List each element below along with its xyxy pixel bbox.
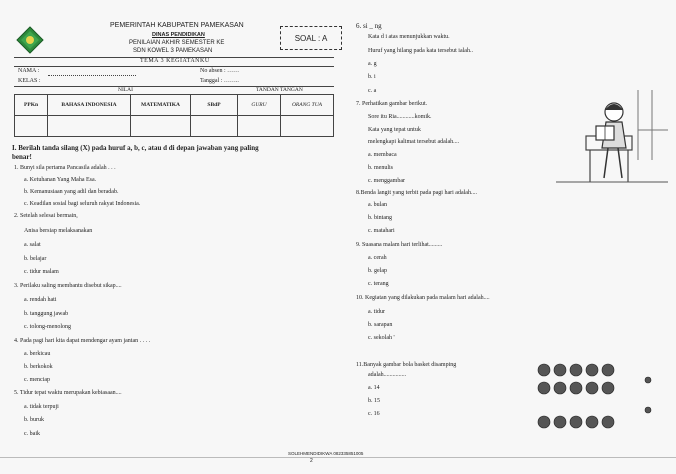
q8: 8.Benda langit yang terbit pada pagi hari adalah.... bbox=[356, 190, 477, 196]
q7-text-3: melengkapi kalimat tersebut adalah.... bbox=[368, 139, 460, 145]
q7-text-2: Kata yang tepat untuk bbox=[368, 127, 421, 133]
q11-a: a. 14 bbox=[368, 385, 380, 391]
q5-a: a. tidak terpuji bbox=[24, 404, 59, 410]
col-bahasa: BAHASA INDONESIA bbox=[48, 95, 131, 116]
no-absen-label: No absen : …… bbox=[200, 68, 240, 74]
col-sbdp: SBdP bbox=[191, 95, 238, 116]
q7-b: b. menulis bbox=[368, 165, 393, 171]
q1-a: a. Ketuhanan Yang Maha Esa. bbox=[24, 177, 97, 183]
cell-blank bbox=[281, 116, 334, 137]
cell-blank bbox=[191, 116, 238, 137]
q9-c: c. terang bbox=[368, 281, 389, 287]
tanggal-label: Tanggal : …….. bbox=[200, 78, 239, 84]
q5: 5. Tidur tepat waktu merupakan kebiasaan.... bbox=[14, 390, 122, 396]
q6-a: a. g bbox=[368, 61, 377, 67]
q9-b: b. gelap bbox=[368, 268, 387, 274]
nama-label: NAMA : bbox=[18, 68, 40, 74]
cell-blank bbox=[238, 116, 281, 137]
q9-a: a. cerah bbox=[368, 255, 387, 261]
page-number: 2 bbox=[310, 458, 313, 464]
score-table bbox=[14, 94, 334, 137]
q8-b: b. bintang bbox=[368, 215, 392, 221]
q5-c: c. baik bbox=[24, 431, 40, 437]
q6-text-2: Huruf yang hilang pada kata tersebut ialah.. bbox=[368, 48, 473, 54]
q4-b: b. berkokok bbox=[24, 364, 53, 370]
q2-b: b. belajar bbox=[24, 256, 47, 262]
cell-blank bbox=[15, 116, 48, 137]
q10-b: b. sarapan bbox=[368, 322, 393, 328]
instruction-line-1: I. Berilah tanda silang (X) pada huruf a, b, c, atau d di depan jawaban yang paling bbox=[12, 144, 259, 152]
q9: 9. Suasana malam hari terlihat......... bbox=[356, 242, 443, 248]
q3: 3. Perilaku saling membantu disebut sikap.... bbox=[14, 283, 122, 289]
q4-c: c. menciap bbox=[24, 377, 50, 383]
q1: 1. Bunyi sila pertama Pancasila adalah . . . bbox=[14, 165, 116, 171]
kelas-label: KELAS : bbox=[18, 78, 41, 84]
footer-credit: SOLEHMENDIDIKWA 082335851005 bbox=[288, 451, 364, 456]
q1-b: b. Kemanusiaan yang adil dan beradab. bbox=[24, 189, 119, 195]
tema-title: TEMA 3 KEGIATANKU bbox=[140, 58, 210, 64]
q10-c: c. sekolah ' bbox=[368, 335, 395, 341]
q7-c: c. menggambar bbox=[368, 178, 405, 184]
q11-b: b. 15 bbox=[368, 398, 380, 404]
q6: 6. si _ ng bbox=[356, 22, 382, 30]
basketball-group bbox=[536, 362, 660, 432]
q5-b: b. buruk bbox=[24, 417, 44, 423]
header-line-1: PEMERINTAH KABUPATEN PAMEKASAN bbox=[110, 22, 244, 29]
soal-box: SOAL : A bbox=[280, 26, 342, 50]
q4-a: a. berkicau bbox=[24, 351, 51, 357]
q3-a: a. rendah hati bbox=[24, 297, 57, 303]
instruction-line-2: benar! bbox=[12, 153, 32, 161]
q2: 2. Setelah selesai bermain, bbox=[14, 213, 78, 219]
header-line-2: DINAS PENDIDIKAN bbox=[152, 32, 205, 38]
q3-c: c. tolong-menolong bbox=[24, 324, 71, 330]
q8-a: a. bulan bbox=[368, 202, 387, 208]
q2-a: a. salat bbox=[24, 242, 41, 248]
q6-b: b. i bbox=[368, 74, 376, 80]
cell-blank bbox=[48, 116, 131, 137]
header-line-3: PENILAIAN AKHIR SEMESTER KE bbox=[129, 40, 225, 46]
cell-blank bbox=[131, 116, 191, 137]
q7: 7. Perhatikan gambar berikut. bbox=[356, 101, 428, 107]
girl-reading-illustration bbox=[556, 90, 668, 186]
q2-text: Anisa bersiap melaksanakan bbox=[24, 228, 93, 234]
q7-text-1: Sore itu Ria............komik. bbox=[368, 114, 432, 120]
q4: 4. Pada pagi hari kita dapat mendengar ayam jantan . . . . bbox=[14, 338, 151, 344]
col-orang-tua: ORANG TUA bbox=[281, 95, 334, 116]
q6-c: c. a bbox=[368, 88, 377, 94]
q11-c: c. 16 bbox=[368, 411, 380, 417]
q6-text-1: Kata d i atas menunjukkan waktu. bbox=[368, 34, 450, 40]
emblem-icon bbox=[16, 26, 44, 54]
q8-c: c. matahari bbox=[368, 228, 395, 234]
q1-c: c. Keadilan sosial bagi seluruh rakyat Indonesia. bbox=[24, 201, 141, 207]
nilai-label: NILAI bbox=[118, 87, 133, 93]
q10: 10. Kegiatan yang dilakukan pada malam hari adalah.... bbox=[356, 295, 490, 301]
q11: 11.Banyak gambar bola basket disamping bbox=[356, 362, 457, 368]
tanda-tangan-label: TANDAN TANGAN bbox=[256, 87, 303, 93]
q2-c: c. tidur malam bbox=[24, 269, 59, 275]
q3-b: b. tanggung jawab bbox=[24, 311, 69, 317]
header-line-4: SDN KOWEL 3 PAMEKASAN bbox=[133, 48, 213, 54]
q7-a: a. membaca bbox=[368, 152, 397, 158]
q10-a: a. tidur bbox=[368, 309, 385, 315]
col-matematika: MATEMATIKA bbox=[131, 95, 191, 116]
q11-text: adalah............... bbox=[368, 372, 407, 378]
col-guru: GURU bbox=[238, 95, 281, 116]
col-ppkn: PPKn bbox=[15, 95, 48, 116]
